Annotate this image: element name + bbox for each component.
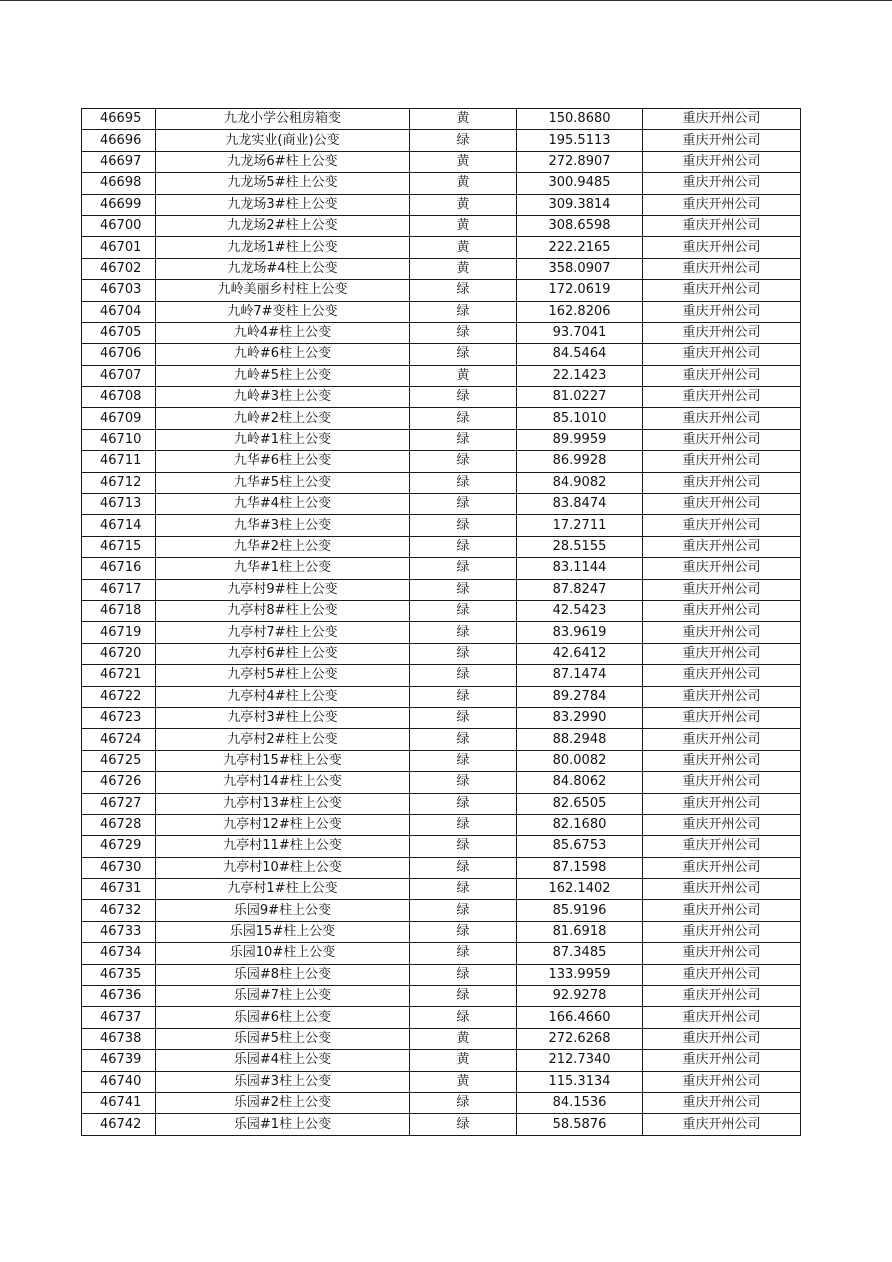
- row-id-cell: 46698: [82, 173, 156, 194]
- table-row: [82, 900, 801, 921]
- transformer-name-cell: 九亭村11#柱上公变: [156, 836, 410, 857]
- transformer-name-cell: 乐园#3柱上公变: [156, 1071, 410, 1092]
- company-cell: 重庆开州公司: [643, 943, 801, 964]
- value-cell: 358.0907: [517, 258, 643, 279]
- row-id-cell: 46723: [82, 707, 156, 728]
- company-cell: 重庆开州公司: [643, 280, 801, 301]
- level-cell: 绿: [410, 387, 517, 408]
- row-id-cell: 46729: [82, 836, 156, 857]
- row-id-cell: 46703: [82, 280, 156, 301]
- row-id-cell: 46700: [82, 215, 156, 236]
- table-row: [82, 536, 801, 557]
- value-cell: 85.1010: [517, 408, 643, 429]
- row-id-cell: 46733: [82, 921, 156, 942]
- value-cell: 82.1680: [517, 814, 643, 835]
- company-cell: 重庆开州公司: [643, 173, 801, 194]
- row-id-cell: 46710: [82, 429, 156, 450]
- table-row: [82, 215, 801, 236]
- row-id-cell: 46695: [82, 109, 156, 130]
- value-cell: 272.6268: [517, 1028, 643, 1049]
- company-cell: 重庆开州公司: [643, 879, 801, 900]
- company-cell: 重庆开州公司: [643, 429, 801, 450]
- level-cell: 黄: [410, 1028, 517, 1049]
- table-row: [82, 665, 801, 686]
- value-cell: 28.5155: [517, 536, 643, 557]
- row-id-cell: 46720: [82, 643, 156, 664]
- company-cell: 重庆开州公司: [643, 1007, 801, 1028]
- level-cell: 黄: [410, 173, 517, 194]
- table-row: [82, 1028, 801, 1049]
- level-cell: 绿: [410, 836, 517, 857]
- company-cell: 重庆开州公司: [643, 451, 801, 472]
- value-cell: 83.1144: [517, 558, 643, 579]
- transformer-name-cell: 乐园10#柱上公变: [156, 943, 410, 964]
- company-cell: 重庆开州公司: [643, 600, 801, 621]
- level-cell: 黄: [410, 365, 517, 386]
- table-row: [82, 600, 801, 621]
- table-row: [82, 943, 801, 964]
- company-cell: 重庆开州公司: [643, 772, 801, 793]
- row-id-cell: 46706: [82, 344, 156, 365]
- value-cell: 309.3814: [517, 194, 643, 215]
- transformer-name-cell: 九亭村15#柱上公变: [156, 750, 410, 771]
- table-row: [82, 494, 801, 515]
- level-cell: 绿: [410, 600, 517, 621]
- value-cell: 85.9196: [517, 900, 643, 921]
- transformer-name-cell: 九华#3柱上公变: [156, 515, 410, 536]
- table-row: [82, 280, 801, 301]
- level-cell: 绿: [410, 280, 517, 301]
- row-id-cell: 46716: [82, 558, 156, 579]
- value-cell: 83.2990: [517, 707, 643, 728]
- row-id-cell: 46742: [82, 1114, 156, 1135]
- table-row: [82, 1007, 801, 1028]
- company-cell: 重庆开州公司: [643, 814, 801, 835]
- table-row: [82, 301, 801, 322]
- row-id-cell: 46699: [82, 194, 156, 215]
- page-top-rule: [0, 0, 892, 1]
- company-cell: 重庆开州公司: [643, 622, 801, 643]
- value-cell: 84.5464: [517, 344, 643, 365]
- table-row: [82, 408, 801, 429]
- value-cell: 162.8206: [517, 301, 643, 322]
- row-id-cell: 46719: [82, 622, 156, 643]
- value-cell: 88.2948: [517, 729, 643, 750]
- transformer-name-cell: 乐园#1柱上公变: [156, 1114, 410, 1135]
- company-cell: 重庆开州公司: [643, 729, 801, 750]
- transformer-name-cell: 九华#2柱上公变: [156, 536, 410, 557]
- value-cell: 42.6412: [517, 643, 643, 664]
- row-id-cell: 46701: [82, 237, 156, 258]
- row-id-cell: 46727: [82, 793, 156, 814]
- value-cell: 300.9485: [517, 173, 643, 194]
- level-cell: 黄: [410, 1050, 517, 1071]
- row-id-cell: 46696: [82, 130, 156, 151]
- table-row: [82, 344, 801, 365]
- table-row: [82, 451, 801, 472]
- value-cell: 308.6598: [517, 215, 643, 236]
- row-id-cell: 46740: [82, 1071, 156, 1092]
- transformer-table: [81, 108, 801, 1136]
- company-cell: 重庆开州公司: [643, 986, 801, 1007]
- value-cell: 89.2784: [517, 686, 643, 707]
- row-id-cell: 46724: [82, 729, 156, 750]
- level-cell: 绿: [410, 857, 517, 878]
- transformer-name-cell: 乐园9#柱上公变: [156, 900, 410, 921]
- row-id-cell: 46707: [82, 365, 156, 386]
- row-id-cell: 46714: [82, 515, 156, 536]
- table-row: [82, 151, 801, 172]
- value-cell: 17.2711: [517, 515, 643, 536]
- row-id-cell: 46715: [82, 536, 156, 557]
- row-id-cell: 46739: [82, 1050, 156, 1071]
- company-cell: 重庆开州公司: [643, 130, 801, 151]
- transformer-name-cell: 九岭7#变柱上公变: [156, 301, 410, 322]
- company-cell: 重庆开州公司: [643, 900, 801, 921]
- company-cell: 重庆开州公司: [643, 515, 801, 536]
- level-cell: 绿: [410, 558, 517, 579]
- level-cell: 绿: [410, 750, 517, 771]
- value-cell: 162.1402: [517, 879, 643, 900]
- transformer-name-cell: 九岭#2柱上公变: [156, 408, 410, 429]
- value-cell: 58.5876: [517, 1114, 643, 1135]
- transformer-name-cell: 九龙场5#柱上公变: [156, 173, 410, 194]
- row-id-cell: 46718: [82, 600, 156, 621]
- transformer-name-cell: 乐园#2柱上公变: [156, 1092, 410, 1113]
- company-cell: 重庆开州公司: [643, 1028, 801, 1049]
- company-cell: 重庆开州公司: [643, 344, 801, 365]
- value-cell: 133.9959: [517, 964, 643, 985]
- value-cell: 84.1536: [517, 1092, 643, 1113]
- value-cell: 86.9928: [517, 451, 643, 472]
- value-cell: 166.4660: [517, 1007, 643, 1028]
- table-row: [82, 729, 801, 750]
- value-cell: 272.8907: [517, 151, 643, 172]
- table-row: [82, 173, 801, 194]
- value-cell: 84.8062: [517, 772, 643, 793]
- table-row: [82, 1071, 801, 1092]
- value-cell: 81.6918: [517, 921, 643, 942]
- level-cell: 绿: [410, 964, 517, 985]
- company-cell: 重庆开州公司: [643, 793, 801, 814]
- level-cell: 绿: [410, 130, 517, 151]
- level-cell: 绿: [410, 986, 517, 1007]
- row-id-cell: 46704: [82, 301, 156, 322]
- row-id-cell: 46702: [82, 258, 156, 279]
- company-cell: 重庆开州公司: [643, 151, 801, 172]
- company-cell: 重庆开州公司: [643, 1050, 801, 1071]
- table-row: [82, 579, 801, 600]
- company-cell: 重庆开州公司: [643, 536, 801, 557]
- transformer-name-cell: 九亭村9#柱上公变: [156, 579, 410, 600]
- company-cell: 重庆开州公司: [643, 365, 801, 386]
- value-cell: 87.8247: [517, 579, 643, 600]
- table-row: [82, 194, 801, 215]
- company-cell: 重庆开州公司: [643, 1114, 801, 1135]
- table-row: [82, 921, 801, 942]
- level-cell: 绿: [410, 451, 517, 472]
- transformer-name-cell: 九岭#1柱上公变: [156, 429, 410, 450]
- value-cell: 84.9082: [517, 472, 643, 493]
- transformer-name-cell: 乐园#7柱上公变: [156, 986, 410, 1007]
- transformer-name-cell: 九亭村14#柱上公变: [156, 772, 410, 793]
- level-cell: 绿: [410, 536, 517, 557]
- table-row: [82, 793, 801, 814]
- value-cell: 150.8680: [517, 109, 643, 130]
- company-cell: 重庆开州公司: [643, 750, 801, 771]
- row-id-cell: 46717: [82, 579, 156, 600]
- row-id-cell: 46713: [82, 494, 156, 515]
- table-row: [82, 237, 801, 258]
- transformer-name-cell: 九亭村4#柱上公变: [156, 686, 410, 707]
- company-cell: 重庆开州公司: [643, 857, 801, 878]
- row-id-cell: 46725: [82, 750, 156, 771]
- company-cell: 重庆开州公司: [643, 408, 801, 429]
- transformer-name-cell: 九龙场#4柱上公变: [156, 258, 410, 279]
- table-row: [82, 429, 801, 450]
- table-row: [82, 1050, 801, 1071]
- level-cell: 绿: [410, 429, 517, 450]
- transformer-name-cell: 九岭美丽乡村柱上公变: [156, 280, 410, 301]
- transformer-name-cell: 九亭村2#柱上公变: [156, 729, 410, 750]
- level-cell: 绿: [410, 665, 517, 686]
- table-row: [82, 772, 801, 793]
- level-cell: 绿: [410, 494, 517, 515]
- transformer-name-cell: 九岭4#柱上公变: [156, 322, 410, 343]
- level-cell: 绿: [410, 622, 517, 643]
- table-row: [82, 750, 801, 771]
- level-cell: 绿: [410, 879, 517, 900]
- company-cell: 重庆开州公司: [643, 237, 801, 258]
- level-cell: 绿: [410, 1007, 517, 1028]
- level-cell: 绿: [410, 408, 517, 429]
- table-row: [82, 130, 801, 151]
- transformer-name-cell: 九亭村13#柱上公变: [156, 793, 410, 814]
- table-body: [82, 109, 801, 1136]
- value-cell: 92.9278: [517, 986, 643, 1007]
- company-cell: 重庆开州公司: [643, 921, 801, 942]
- company-cell: 重庆开州公司: [643, 258, 801, 279]
- row-id-cell: 46708: [82, 387, 156, 408]
- table-row: [82, 836, 801, 857]
- level-cell: 绿: [410, 1092, 517, 1113]
- value-cell: 87.3485: [517, 943, 643, 964]
- row-id-cell: 46732: [82, 900, 156, 921]
- company-cell: 重庆开州公司: [643, 707, 801, 728]
- table-row: [82, 879, 801, 900]
- table-row: [82, 814, 801, 835]
- company-cell: 重庆开州公司: [643, 686, 801, 707]
- transformer-name-cell: 九龙场3#柱上公变: [156, 194, 410, 215]
- level-cell: 绿: [410, 793, 517, 814]
- level-cell: 绿: [410, 729, 517, 750]
- transformer-name-cell: 九华#4柱上公变: [156, 494, 410, 515]
- row-id-cell: 46737: [82, 1007, 156, 1028]
- level-cell: 绿: [410, 772, 517, 793]
- table-row: [82, 322, 801, 343]
- row-id-cell: 46721: [82, 665, 156, 686]
- value-cell: 22.1423: [517, 365, 643, 386]
- transformer-name-cell: 九亭村5#柱上公变: [156, 665, 410, 686]
- company-cell: 重庆开州公司: [643, 1092, 801, 1113]
- table-row: [82, 622, 801, 643]
- transformer-name-cell: 九华#5柱上公变: [156, 472, 410, 493]
- company-cell: 重庆开州公司: [643, 215, 801, 236]
- transformer-name-cell: 九亭村6#柱上公变: [156, 643, 410, 664]
- level-cell: 绿: [410, 1114, 517, 1135]
- transformer-name-cell: 九龙小学公租房箱变: [156, 109, 410, 130]
- row-id-cell: 46705: [82, 322, 156, 343]
- table-row: [82, 258, 801, 279]
- level-cell: 黄: [410, 1071, 517, 1092]
- row-id-cell: 46726: [82, 772, 156, 793]
- row-id-cell: 46730: [82, 857, 156, 878]
- row-id-cell: 46728: [82, 814, 156, 835]
- value-cell: 83.8474: [517, 494, 643, 515]
- transformer-name-cell: 九华#6柱上公变: [156, 451, 410, 472]
- row-id-cell: 46735: [82, 964, 156, 985]
- value-cell: 89.9959: [517, 429, 643, 450]
- level-cell: 绿: [410, 686, 517, 707]
- level-cell: 绿: [410, 921, 517, 942]
- level-cell: 绿: [410, 814, 517, 835]
- transformer-name-cell: 九亭村12#柱上公变: [156, 814, 410, 835]
- level-cell: 绿: [410, 301, 517, 322]
- company-cell: 重庆开州公司: [643, 494, 801, 515]
- value-cell: 82.6505: [517, 793, 643, 814]
- transformer-name-cell: 九华#1柱上公变: [156, 558, 410, 579]
- transformer-name-cell: 九亭村1#柱上公变: [156, 879, 410, 900]
- value-cell: 195.5113: [517, 130, 643, 151]
- value-cell: 80.0082: [517, 750, 643, 771]
- table-row: [82, 686, 801, 707]
- transformer-name-cell: 九岭#5柱上公变: [156, 365, 410, 386]
- transformer-name-cell: 九亭村10#柱上公变: [156, 857, 410, 878]
- transformer-name-cell: 九亭村7#柱上公变: [156, 622, 410, 643]
- company-cell: 重庆开州公司: [643, 643, 801, 664]
- level-cell: 绿: [410, 472, 517, 493]
- level-cell: 绿: [410, 943, 517, 964]
- transformer-name-cell: 九龙场6#柱上公变: [156, 151, 410, 172]
- row-id-cell: 46722: [82, 686, 156, 707]
- level-cell: 黄: [410, 237, 517, 258]
- value-cell: 222.2165: [517, 237, 643, 258]
- table-row: [82, 387, 801, 408]
- company-cell: 重庆开州公司: [643, 194, 801, 215]
- company-cell: 重庆开州公司: [643, 109, 801, 130]
- company-cell: 重庆开州公司: [643, 1071, 801, 1092]
- table-row: [82, 1092, 801, 1113]
- company-cell: 重庆开州公司: [643, 558, 801, 579]
- row-id-cell: 46736: [82, 986, 156, 1007]
- table-row: [82, 857, 801, 878]
- level-cell: 绿: [410, 515, 517, 536]
- company-cell: 重庆开州公司: [643, 964, 801, 985]
- table-row: [82, 472, 801, 493]
- company-cell: 重庆开州公司: [643, 472, 801, 493]
- level-cell: 绿: [410, 707, 517, 728]
- row-id-cell: 46734: [82, 943, 156, 964]
- table-row: [82, 1114, 801, 1135]
- transformer-name-cell: 乐园#6柱上公变: [156, 1007, 410, 1028]
- level-cell: 绿: [410, 643, 517, 664]
- company-cell: 重庆开州公司: [643, 322, 801, 343]
- transformer-name-cell: 九龙场1#柱上公变: [156, 237, 410, 258]
- transformer-name-cell: 九龙场2#柱上公变: [156, 215, 410, 236]
- level-cell: 绿: [410, 322, 517, 343]
- row-id-cell: 46697: [82, 151, 156, 172]
- transformer-name-cell: 九亭村8#柱上公变: [156, 600, 410, 621]
- transformer-name-cell: 乐园15#柱上公变: [156, 921, 410, 942]
- level-cell: 黄: [410, 194, 517, 215]
- level-cell: 黄: [410, 215, 517, 236]
- company-cell: 重庆开州公司: [643, 301, 801, 322]
- transformer-name-cell: 乐园#5柱上公变: [156, 1028, 410, 1049]
- level-cell: 绿: [410, 344, 517, 365]
- level-cell: 黄: [410, 151, 517, 172]
- transformer-name-cell: 九岭#3柱上公变: [156, 387, 410, 408]
- table-row: [82, 365, 801, 386]
- value-cell: 172.0619: [517, 280, 643, 301]
- row-id-cell: 46709: [82, 408, 156, 429]
- table-row: [82, 643, 801, 664]
- transformer-name-cell: 九岭#6柱上公变: [156, 344, 410, 365]
- transformer-name-cell: 乐园#4柱上公变: [156, 1050, 410, 1071]
- row-id-cell: 46711: [82, 451, 156, 472]
- row-id-cell: 46731: [82, 879, 156, 900]
- row-id-cell: 46738: [82, 1028, 156, 1049]
- value-cell: 85.6753: [517, 836, 643, 857]
- table-row: [82, 515, 801, 536]
- value-cell: 83.9619: [517, 622, 643, 643]
- company-cell: 重庆开州公司: [643, 387, 801, 408]
- table-row: [82, 558, 801, 579]
- transformer-name-cell: 乐园#8柱上公变: [156, 964, 410, 985]
- company-cell: 重庆开州公司: [643, 579, 801, 600]
- value-cell: 42.5423: [517, 600, 643, 621]
- row-id-cell: 46712: [82, 472, 156, 493]
- row-id-cell: 46741: [82, 1092, 156, 1113]
- value-cell: 115.3134: [517, 1071, 643, 1092]
- transformer-name-cell: 九亭村3#柱上公变: [156, 707, 410, 728]
- value-cell: 212.7340: [517, 1050, 643, 1071]
- level-cell: 黄: [410, 258, 517, 279]
- value-cell: 87.1598: [517, 857, 643, 878]
- table-row: [82, 986, 801, 1007]
- level-cell: 绿: [410, 900, 517, 921]
- table-row: [82, 964, 801, 985]
- value-cell: 81.0227: [517, 387, 643, 408]
- value-cell: 93.7041: [517, 322, 643, 343]
- company-cell: 重庆开州公司: [643, 665, 801, 686]
- level-cell: 绿: [410, 579, 517, 600]
- company-cell: 重庆开州公司: [643, 836, 801, 857]
- transformer-name-cell: 九龙实业(商业)公变: [156, 130, 410, 151]
- level-cell: 黄: [410, 109, 517, 130]
- table-row: [82, 707, 801, 728]
- table-row: [82, 109, 801, 130]
- value-cell: 87.1474: [517, 665, 643, 686]
